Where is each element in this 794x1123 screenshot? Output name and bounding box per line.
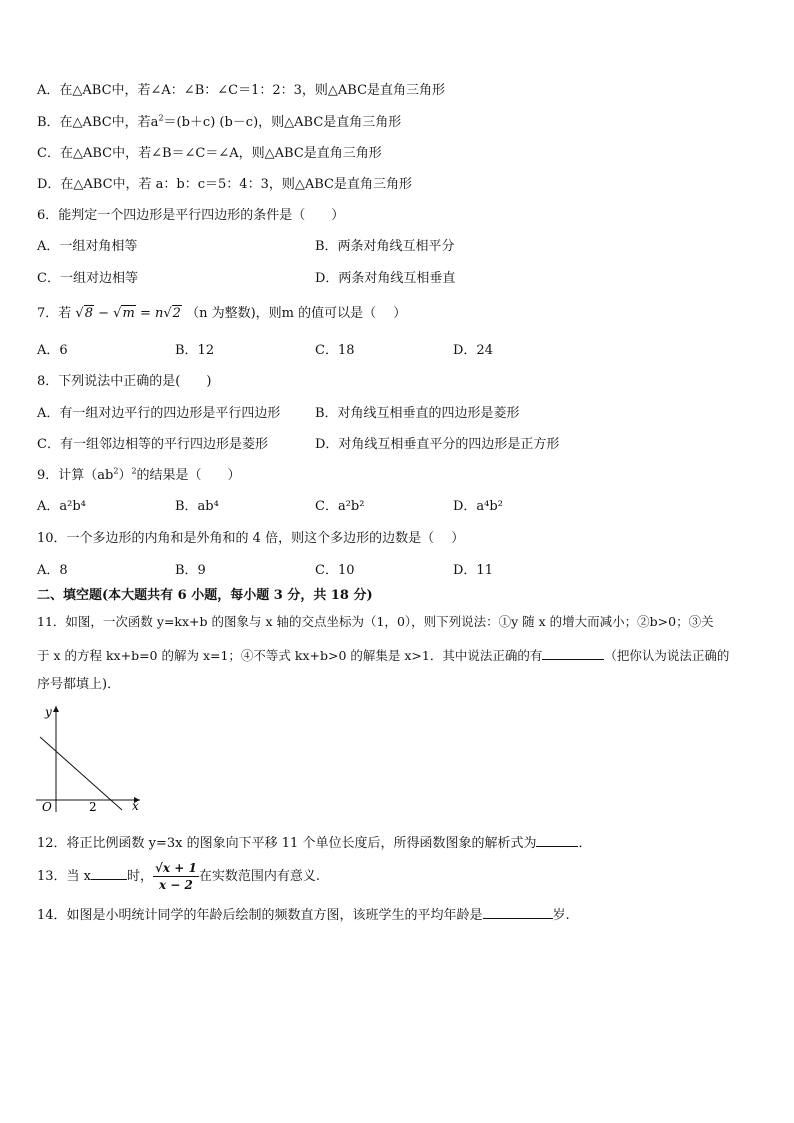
q12-stem	[37, 832, 591, 853]
q7-formula: √8 − √m = n√2	[75, 306, 181, 321]
q7-option-b: B．12	[175, 343, 215, 358]
q5-option-d: D．在△ABC中，若 a：b：c＝5：4：3，则△ABC是直角三角形	[37, 177, 412, 192]
function-line	[40, 737, 122, 810]
q9-stem-sup1: 2	[113, 466, 119, 476]
q12-answer-blank[interactable]	[536, 832, 578, 847]
q13-numerator: √x + 1	[155, 861, 197, 875]
q7-rad-m: m	[122, 306, 135, 321]
q8-stem: 8．下列说法中正确的是( )	[37, 374, 212, 389]
q7-option-c: C．18	[315, 343, 355, 358]
q7-rad-2: 2	[172, 306, 181, 321]
q6-option-b: B．两条对角线互相平分	[315, 239, 455, 254]
y-axis-label: y	[45, 705, 52, 719]
q11-line2	[37, 645, 729, 665]
q7-minus: −	[94, 306, 114, 321]
q6-option-c: C．一组对边相等	[37, 271, 138, 286]
q14-answer-blank[interactable]	[483, 904, 553, 919]
q7-stem	[37, 305, 406, 323]
q9-option-b: B．ab⁴	[175, 499, 219, 514]
q14-post: 岁.	[552, 908, 570, 923]
q5-option-b-sup: 2	[158, 113, 164, 123]
q5-option-b-post: ＝(b＋c) (b－c)，则△ABC是直角三角形	[163, 115, 402, 130]
q9-stem-mid: ）	[118, 468, 132, 483]
q6-option-a: A．一组对角相等	[37, 239, 138, 254]
q13-mid: 时，	[127, 869, 154, 884]
q9-stem-post: 的结果是（ ）	[136, 468, 241, 483]
origin-label: O	[42, 800, 52, 814]
q8-option-c: C．有一组邻边相等的平行四边形是菱形	[37, 437, 268, 452]
q9-stem-pre: 9．计算（ab	[37, 468, 114, 483]
q7-option-a: A．6	[37, 343, 68, 358]
q11-line2-post: （把你认为说法正确的	[604, 648, 730, 663]
q9-stem-sup2: 2	[131, 466, 137, 476]
q13-fraction	[153, 860, 199, 893]
q10-option-d: D．11	[453, 563, 493, 578]
q10-option-a: A．8	[37, 563, 68, 578]
y-axis-arrow-icon	[53, 706, 59, 712]
q11-line3: 序号都填上)．	[37, 677, 121, 692]
q13-stem	[37, 860, 320, 894]
q11-function-graph	[32, 700, 144, 815]
q13-post: 在实数范围内有意义.	[198, 869, 320, 884]
q7-rad-8: 8	[84, 306, 93, 321]
q13-answer-blank[interactable]	[91, 865, 127, 880]
q5-option-b	[37, 114, 401, 132]
q7-eq: = n	[139, 306, 164, 321]
q7-post: （n 为整数)，则m 的值可以是（ ）	[186, 306, 407, 321]
q5-option-a: A．在△ABC中，若∠A：∠B：∠C＝1：2：3，则△ABC是直角三角形	[37, 83, 446, 98]
q12-pre: 12．将正比例函数 y=3x 的图象向下平移 11 个单位长度后，所得函数图象的解析式为	[37, 836, 537, 851]
q5-option-b-pre: B．在△ABC中，若a	[37, 115, 159, 130]
q11-line2-pre: 于 x 的方程 kx+b=0 的解为 x=1；④不等式 kx+b>0 的解集是 x>1．其中说法正确的有	[37, 648, 543, 663]
q9-stem	[37, 467, 241, 485]
q6-stem: 6．能判定一个四边形是平行四边形的条件是（ ）	[37, 208, 345, 223]
section-heading-fill-blank: 二、填空题(本大题共有 6 小题，每小题 3 分，共 18 分)	[37, 588, 373, 603]
q5-option-c: C．在△ABC中，若∠B＝∠C＝∠A，则△ABC是直角三角形	[37, 146, 382, 161]
q6-option-d: D．两条对角线互相垂直	[315, 271, 456, 286]
q9-option-d: D．a⁴b²	[453, 499, 503, 514]
q10-stem: 10．一个多边形的内角和是外角和的 4 倍，则这个多边形的边数是（ ）	[37, 531, 465, 546]
x-intercept-label: 2	[89, 800, 97, 814]
q13-pre: 13．当 x	[37, 869, 92, 884]
q11-line1: 11．如图，一次函数 y=kx+b 的图象与 x 轴的交点坐标为（1，0），则下列说法：①y 随 x 的增大而减小；②b>0；③关	[37, 614, 714, 629]
q8-option-a: A．有一组对边平行的四边形是平行四边形	[37, 406, 281, 421]
q9-option-c: C．a²b²	[315, 499, 365, 514]
q13-denominator: x − 2	[158, 878, 193, 892]
q12-post: ．	[578, 836, 592, 851]
q14-stem	[37, 904, 570, 925]
q8-option-d: D．对角线互相垂直平分的四边形是正方形	[315, 437, 560, 452]
q10-option-c: C．10	[315, 563, 355, 578]
q7-option-d: D．24	[453, 343, 493, 358]
q10-option-b: B．9	[175, 563, 206, 578]
q7-pre: 7．若	[37, 306, 72, 321]
x-axis-label: x	[132, 799, 139, 813]
q9-option-a: A．a²b⁴	[37, 499, 86, 514]
q8-option-b: B．对角线互相垂直的四边形是菱形	[315, 406, 520, 421]
q11-answer-blank[interactable]	[542, 645, 604, 660]
q14-pre: 14．如图是小明统计同学的年龄后绘制的频数直方图，该班学生的平均年龄是	[37, 908, 483, 923]
